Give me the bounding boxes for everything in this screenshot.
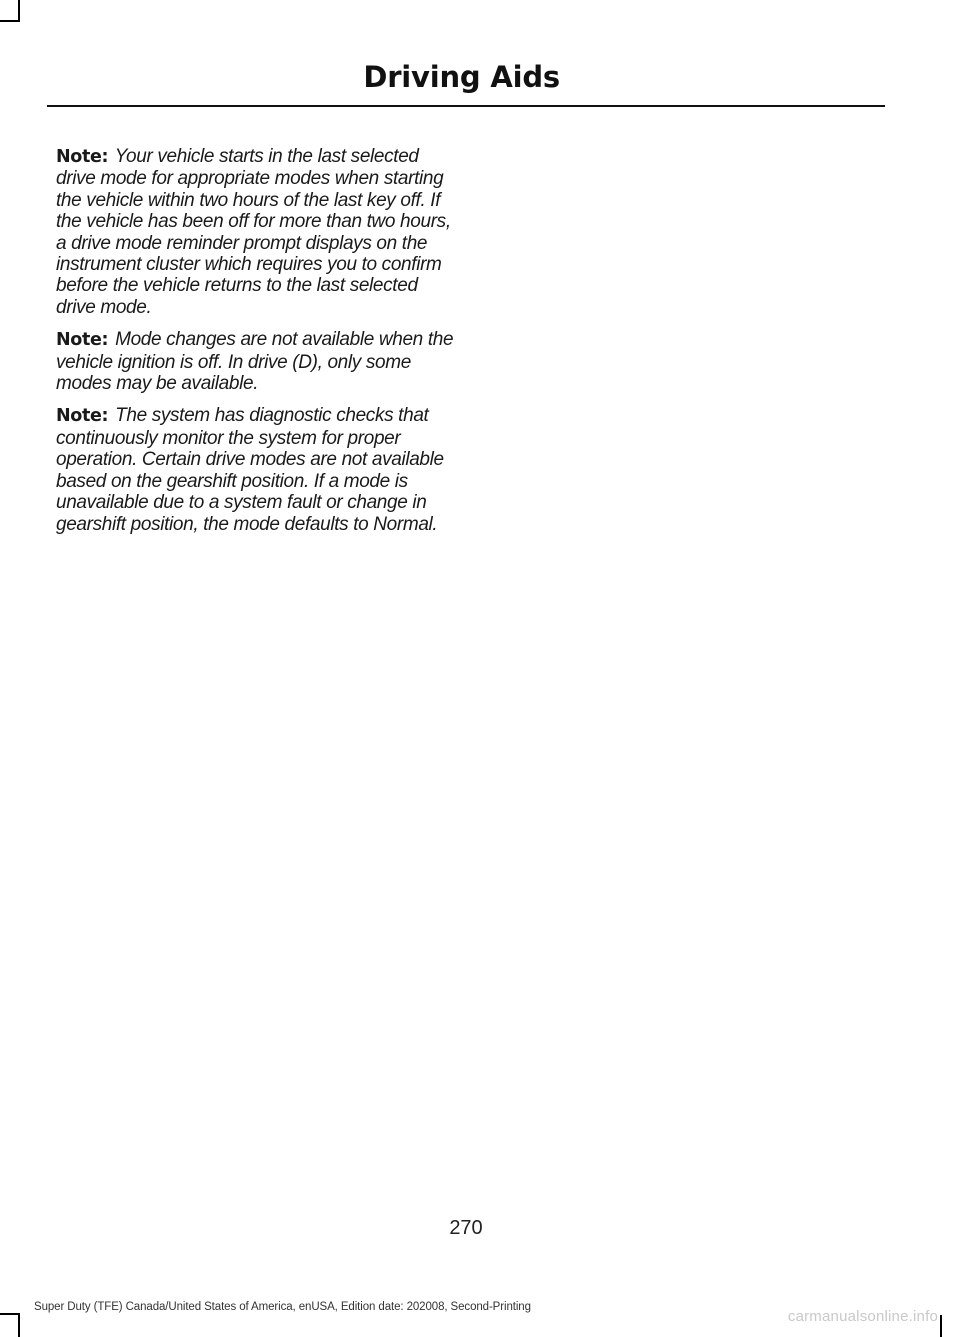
notes-section: [56, 146, 456, 546]
note-label: Note:: [56, 147, 109, 167]
note-text: The system has diagnostic checks that continuously monitor the system for proper operation. Certain drive modes are not available based on the gearshift position. If a mode is unavailable due to a system fault or change in gearshift position, the mode defaults to Normal.: [56, 405, 444, 535]
crop-mark-top-left: [18, 0, 20, 22]
crop-mark-bottom-left: [0, 1313, 20, 1315]
watermark: carmanualsonline.info: [787, 1308, 938, 1325]
page-number: 270: [449, 1217, 483, 1239]
note-text: Your vehicle starts in the last selected drive mode for appropriate modes when starting the vehicle within two hours of the last key off. If the vehicle has been off for more than two hours, a drive mode reminder prompt displays on the instrument cluster which requires you to confirm before the vehicle returns to the last selected drive mode.: [56, 146, 451, 318]
crop-mark-top-left: [0, 20, 20, 22]
note-label: Note:: [56, 406, 109, 427]
header-divider: [47, 105, 885, 107]
footer-edition-text: Super Duty (TFE) Canada/United States of America, enUSA, Edition date: 202008, Second-Printing: [34, 1301, 531, 1313]
note-label: Note:: [56, 330, 109, 351]
crop-mark-bottom-left: [18, 1315, 20, 1337]
note-paragraph: [56, 146, 456, 318]
crop-mark-bottom-right: [940, 1315, 942, 1337]
page-title: Driving Aids: [363, 60, 560, 94]
note-paragraph: [56, 405, 456, 534]
note-paragraph: [56, 329, 456, 394]
note-text: Mode changes are not available when the vehicle ignition is off. In drive (D), only some modes may be available.: [56, 329, 454, 395]
